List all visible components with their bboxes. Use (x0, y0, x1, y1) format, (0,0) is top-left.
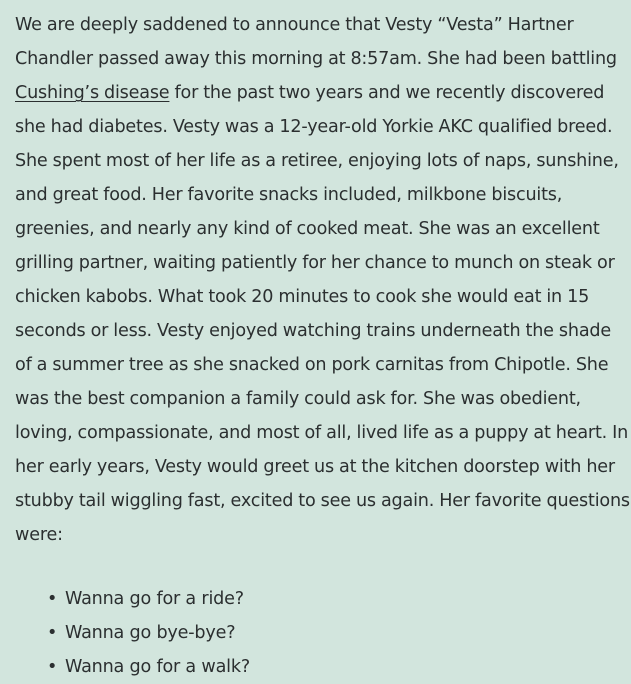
question-text: Wanna go bye-bye? (65, 623, 236, 643)
bullet-icon: • (47, 589, 58, 609)
paragraph-text-start: We are deeply saddened to announce that Vesty “Vesta” Hartner Chandler passed away this morning at 8:57am. She had been battling (15, 15, 617, 69)
cushings-disease-link[interactable]: Cushing’s disease (15, 83, 170, 103)
paragraph-text-end: for the past two years and we recently discovered she had diabetes. Vesty was a 12-year-old Yorkie AKC qualified breed. She spent most of her life as a retiree, enjoying lots of naps, sunshine, and great food. Her favorite snacks included, milkbone biscuits, greenies, and nearly any kind of cooked meat. She was an excellent grilling partner, waiting patiently for her chance to munch on steak or chicken kabobs. What took 20 minutes to cook she would eat in 15 seconds or less. Vesty enjoyed watching trains underneath the shade of a summer tree as she snacked on pork carnitas from Chipotle. She was the best companion a family could ask for. She was obedient, loving, compassionate, and most of all, lived life as a puppy at heart. In her early years, Vesty would greet us at the kitchen doorstep with her stubby tail wiggling fast, excited to see us again. Her favorite questions were: (15, 83, 630, 545)
article-paragraph (15, 8, 631, 552)
bullet-icon: • (47, 623, 58, 643)
list-item (47, 650, 631, 684)
bullet-icon: • (47, 657, 58, 677)
question-text: Wanna go for a walk? (65, 657, 250, 677)
favorite-questions-list (15, 582, 631, 684)
question-text: Wanna go for a ride? (65, 589, 244, 609)
list-item (47, 582, 631, 616)
list-item (47, 616, 631, 650)
